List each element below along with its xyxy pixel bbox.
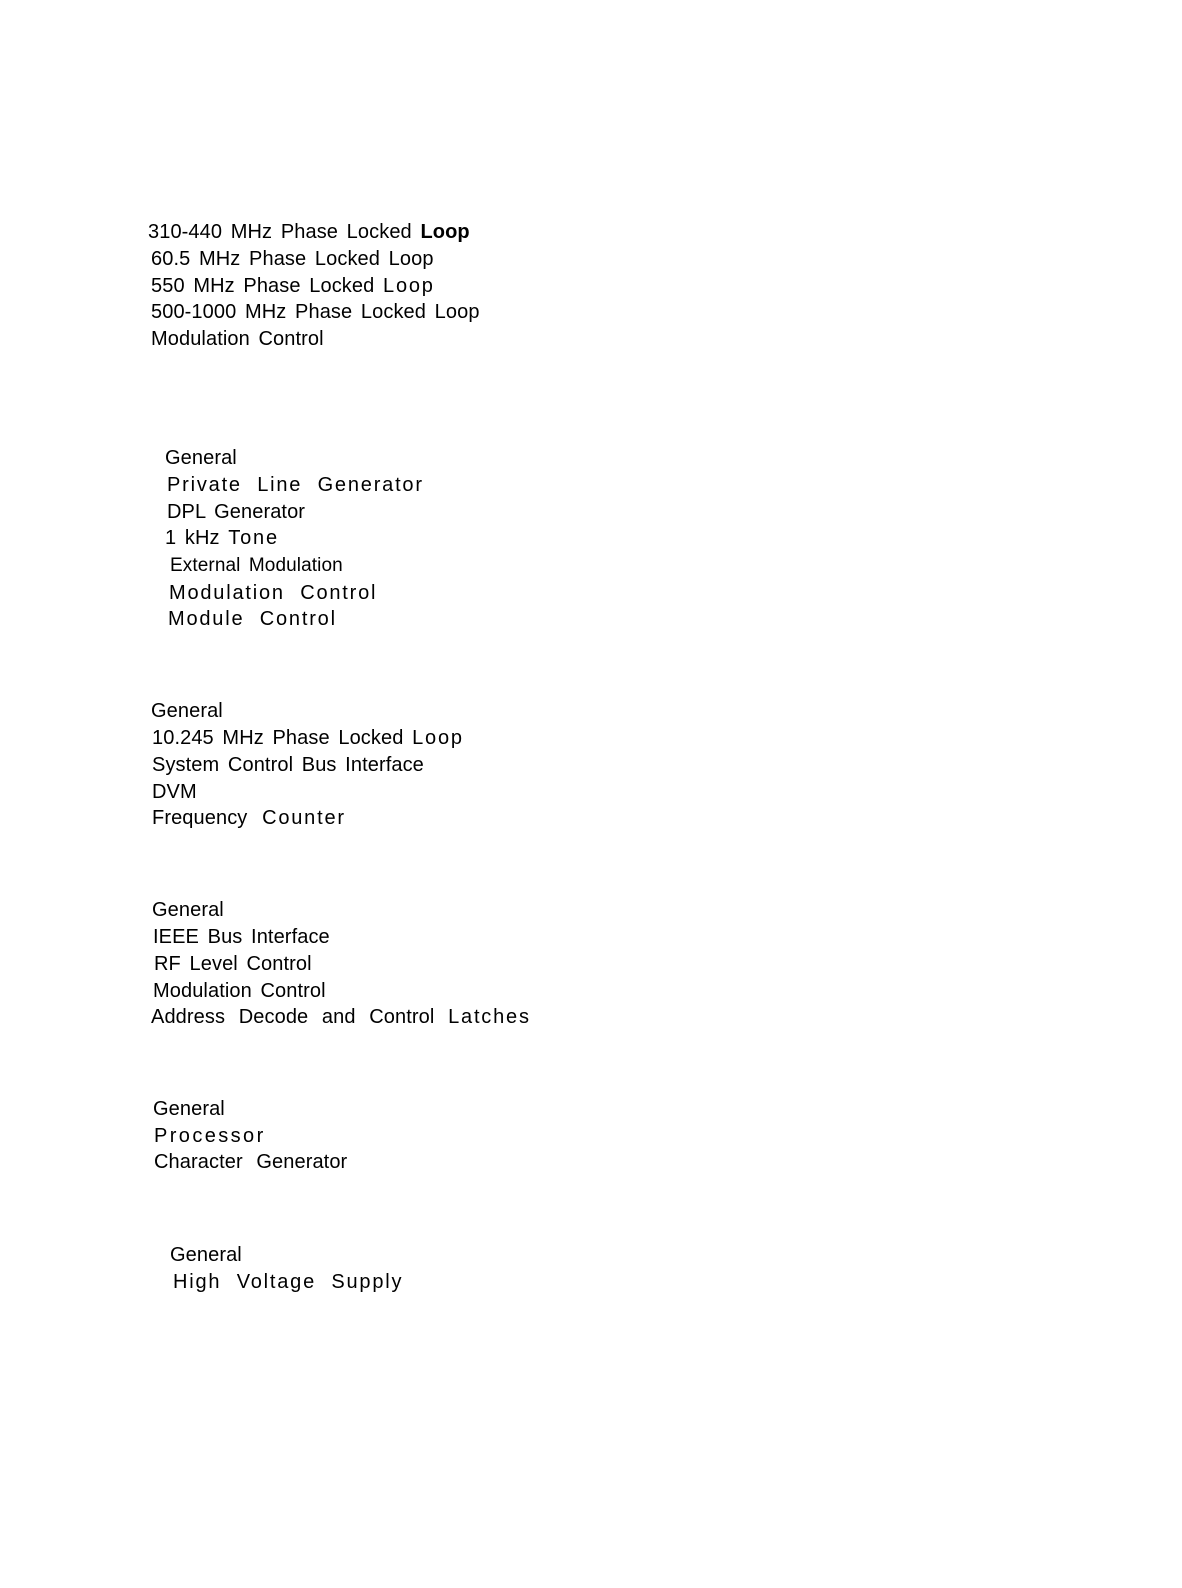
list-item — [148, 219, 470, 245]
item-text: Address Decode and Control — [151, 1006, 435, 1028]
list-item: Modulation Control — [153, 980, 326, 1002]
item-text: Frequency — [152, 807, 248, 829]
list-item: Module Control — [168, 608, 337, 630]
item-text: 10.245 MHz Phase Locked — [152, 727, 404, 749]
list-item — [165, 525, 279, 551]
list-item — [152, 725, 464, 751]
item-text-wide: Counter — [262, 807, 346, 829]
item-text: Character Generator — [154, 1151, 348, 1173]
item-text-bold: Loop — [420, 221, 470, 243]
list-item: High Voltage Supply — [173, 1271, 404, 1293]
list-item: General — [165, 447, 237, 469]
list-item: General — [170, 1244, 242, 1266]
item-text-wide: Latches — [448, 1006, 531, 1028]
list-item — [151, 273, 435, 299]
list-item: Modulation Control — [151, 328, 324, 350]
item-text: 310-440 MHz Phase Locked — [148, 221, 412, 243]
list-item — [151, 1004, 531, 1030]
list-item: RF Level Control — [154, 953, 312, 975]
list-item: System Control Bus Interface — [152, 754, 424, 776]
item-text-wide: Loop — [383, 275, 435, 297]
list-item — [152, 805, 346, 831]
list-item: 60.5 MHz Phase Locked Loop — [151, 248, 434, 270]
list-item: IEEE Bus Interface — [153, 926, 330, 948]
list-item: Private Line Generator — [167, 474, 424, 496]
list-item: Modulation Control — [169, 582, 378, 604]
list-item: 500-1000 MHz Phase Locked Loop — [151, 301, 480, 323]
list-item: Processor — [154, 1125, 266, 1147]
list-item: General — [153, 1098, 225, 1120]
list-item: General — [151, 700, 223, 722]
list-item: General — [152, 899, 224, 921]
item-text-wide: Loop — [412, 727, 464, 749]
list-item — [154, 1149, 347, 1175]
list-item: DPL Generator — [167, 501, 306, 523]
list-item: External Modulation — [170, 555, 343, 576]
item-text: 1 kHz — [165, 527, 220, 549]
item-text-wide: Tone — [228, 527, 279, 549]
list-item: DVM — [152, 781, 197, 803]
item-text: 550 MHz Phase Locked — [151, 275, 375, 297]
